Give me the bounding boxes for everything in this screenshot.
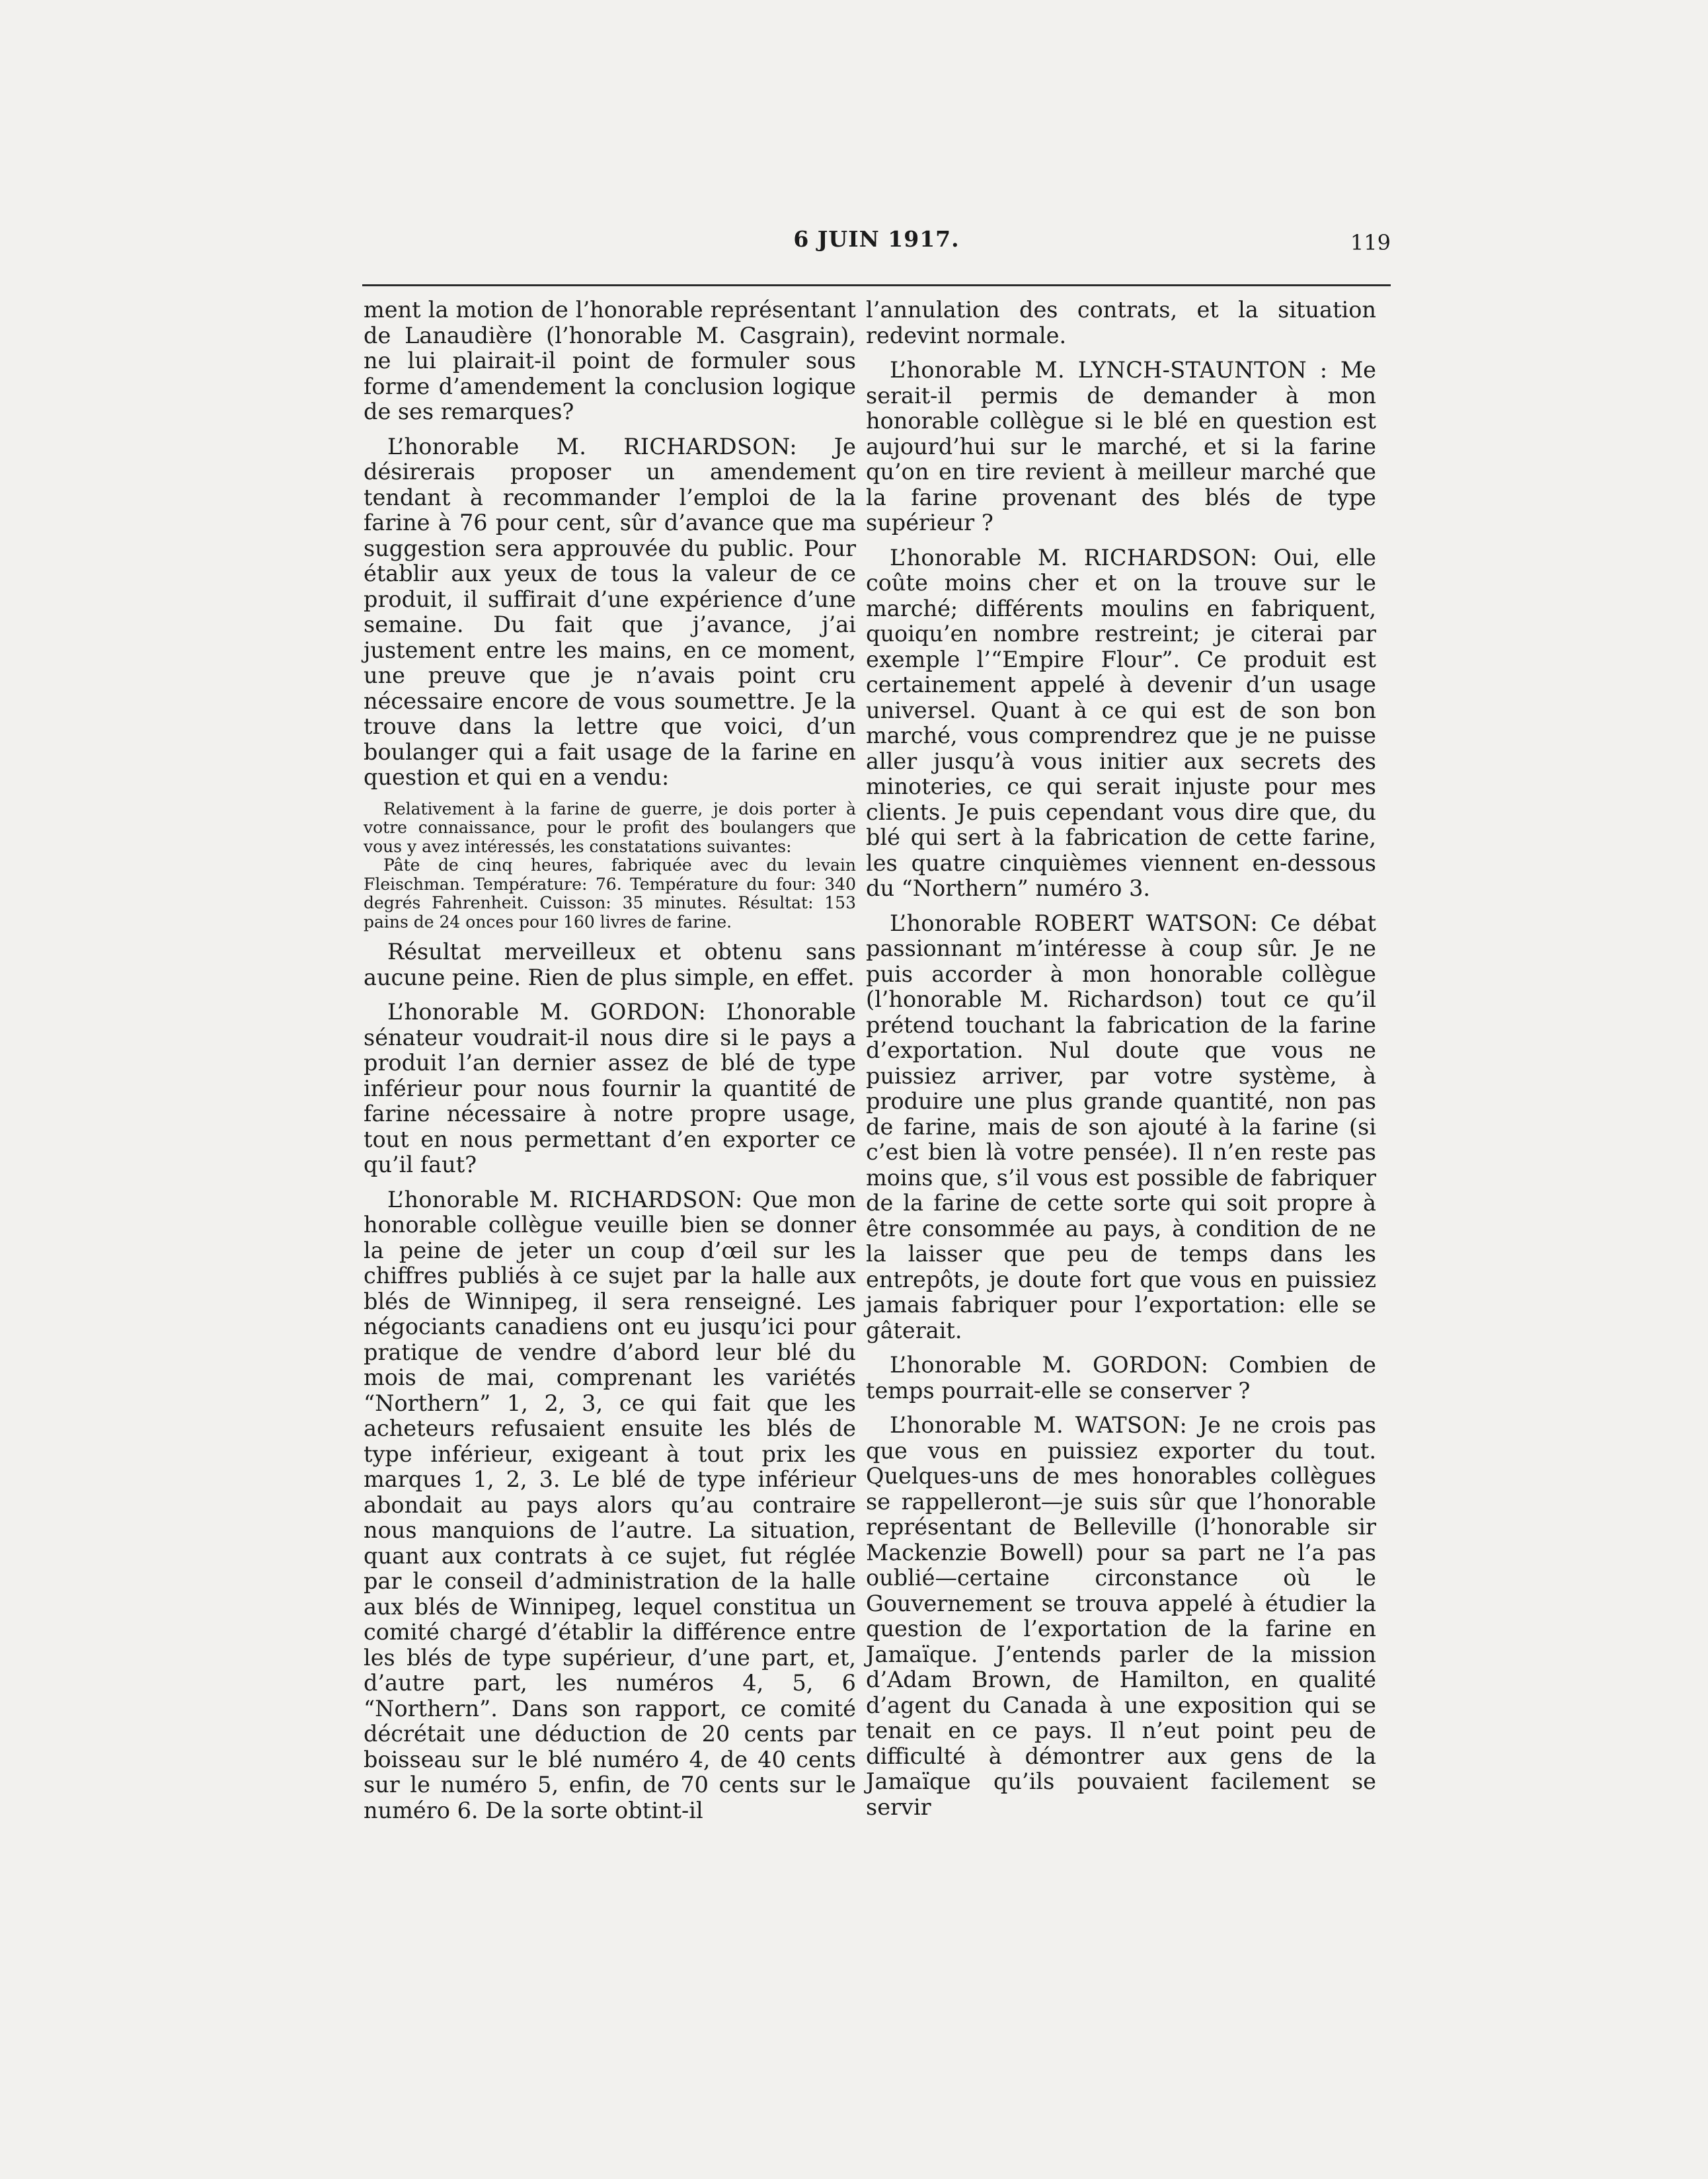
left-column: [364, 297, 856, 1833]
speaker-name: L’honorable M. GORDON:: [890, 1352, 1209, 1378]
quote-paragraph: Relativement à la farine de guerre, je dois porter à votre connaissance, pour le profit des boulangers que vous y avez intéressés, les constatations suivantes:: [364, 799, 856, 856]
speaker-name: L’honorable M. RICHARDSON:: [387, 433, 797, 459]
paragraph: ment la motion de l’honorable représentant de Lanaudière (l’honorable M. Casgrain), ne lui plairait-il point de formuler sous forme d’amendement la conclusion logique de ses remarques?: [364, 297, 856, 424]
speech-paragraph: [866, 358, 1376, 536]
page-number: 119: [1350, 230, 1391, 255]
speech-paragraph: [866, 911, 1376, 1344]
speech-text: L’honorable sénateur voudrait-il nous dire si le pays a produit l’an dernier assez de blé de type inférieur pour nous fournir la quantité de farine nécessaire à notre propre usage, tout en nous permettant d’en exporter ce qu’il faut?: [364, 999, 856, 1177]
speaker-name: L’honorable M. WATSON:: [890, 1412, 1188, 1438]
speech-paragraph: [364, 1000, 856, 1178]
speaker-name: L’honorable ROBERT WATSON:: [890, 910, 1259, 936]
paragraph: Résultat merveilleux et obtenu sans aucune peine. Rien de plus simple, en effet.: [364, 939, 856, 990]
speaker-name: L’honorable M. LYNCH-STAUNTON :: [890, 357, 1328, 383]
speech-paragraph: [866, 545, 1376, 902]
speaker-name: L’honorable M. GORDON:: [387, 999, 707, 1025]
speech-paragraph: [866, 1353, 1376, 1404]
speech-text: Ce débat passionnant m’intéresse à coup sûr. Je ne puis accorder à mon honorable collègue (l’honorable M. Richardson) tout ce qu’il prétend touchant la fabrication de la farine d’exportation. Nul doute que vous ne puissiez arriver, par votre système, à produire une plus grande quantité, non pas de farine, mais de son ajouté à la farine (si c’est bien là votre pensée). Il n’en reste pas moins que, s’il vous est possible de fabriquer de la farine de cette sorte qui soit propre à être consommée au pays, à condition de ne la laisser que peu de temps dans les entrepôts, je doute fort que vous en puissiez jamais fabriquer pour l’exportation: elle se gâterait.: [866, 910, 1376, 1343]
speech-paragraph: [364, 1187, 856, 1824]
paragraph: l’annulation des contrats, et la situation redevint normale.: [866, 297, 1376, 348]
header-rule: [362, 284, 1391, 286]
speech-text: Oui, elle coûte moins cher et on la trouve sur le marché; différents moulins en fabriquent, quoiqu’en nombre restreint; je citerai par exemple l’“Empire Flour”. Ce produit est certainement appelé à devenir d’un usage universel. Quant à ce qui est de son bon marché, vous comprendrez que je ne puisse aller jusqu’à vous initier aux secrets des minoteries, ce qui serait injuste pour mes clients. Je puis cependant vous dire que, du blé qui sert à la fabrication de cette farine, les quatre cinquièmes viennent en-dessous du “Northern” numéro 3.: [866, 544, 1377, 901]
speech-text: Que mon honorable collègue veuille bien se donner la peine de jeter un coup d’œil sur les chiffres publiés à ce sujet par la halle aux blés de Winnipeg, il sera renseigné. Les négociants canadiens ont eu jusqu’ici pour pratique de vendre d’abord leur blé du mois de mai, comprenant les variétés “Northern” 1, 2, 3, ce qui fait que les acheteurs refusaient ensuite les blés de type inférieur, exigeant à tout prix les marques 1, 2, 3. Le blé de type inférieur abondait au pays alors qu’au contraire nous manquions de l’autre. La situation, quant aux contrats à ce sujet, fut réglée par le conseil d’administration de la halle aux blés de Winnipeg, lequel constitua un comité chargé d’établir la différence entre les blés de type supérieur, d’une part, et, d’autre part, les numéros 4, 5, 6 “Northern”. Dans son rapport, ce comité décrétait une déduction de 20 cents par boisseau sur le blé numéro 4, de 40 cents sur le numéro 5, enfin, de 70 cents sur le numéro 6. De la sorte obtint-il: [364, 1186, 856, 1823]
speaker-name: L’honorable M. RICHARDSON:: [387, 1186, 743, 1212]
page-header: [362, 226, 1391, 258]
header-date: 6 JUIN 1917.: [793, 226, 960, 252]
right-column: [866, 297, 1376, 1829]
speech-paragraph: [364, 434, 856, 791]
speech-text: Je désirerais proposer un amendement tendant à recommander l’emploi de la farine à 76 pour cent, sûr d’avance que ma suggestion sera approuvée du public. Pour établir aux yeux de tous la valeur de ce produit, il suffirait d’une expérience d’une semaine. Du fait que j’avance, j’ai justement entre les mains, en ce moment, une preuve que je n’avais point cru nécessaire encore de vous soumettre. Je la trouve dans la lettre que voici, d’un boulanger qui a fait usage de la farine en question et qui en a vendu:: [364, 433, 856, 790]
quoted-letter: [364, 800, 856, 932]
quote-paragraph: Pâte de cinq heures, fabriquée avec du levain Fleischman. Température: 76. Température du four: 340 degrés Fahrenheit. Cuisson: 35 minutes. Résultat: 153 pains de 24 onces pour 160 livres de farine.: [364, 855, 856, 931]
speech-paragraph: [866, 1413, 1376, 1820]
speaker-name: L’honorable M. RICHARDSON:: [890, 544, 1258, 571]
speech-text: Combien de temps pourrait-elle se conserver ?: [866, 1352, 1376, 1404]
speech-text: Me serait-il permis de demander à mon honorable collègue si le blé en question est aujourd’hui sur le marché, et si la farine qu’on en tire revient à meilleur marché que la farine provenant des blés de type supérieur ?: [866, 357, 1376, 535]
speech-text: Je ne crois pas que vous en puissiez exporter du tout. Quelques-uns de mes honorables collègues se rappelleront—je suis sûr que l’honorable représentant de Belleville (l’honorable sir Mackenzie Bowell) pour sa part ne l’a pas oublié—certaine circonstance où le Gouvernement se trouva appelé à étudier la question de l’exportation de la farine en Jamaïque. J’entends parler de la mission d’Adam Brown, de Hamilton, en qualité d’agent du Canada à une exposition qui se tenait en ce pays. Il n’eut point peu de difficulté à démontrer aux gens de la Jamaïque qu’ils pouvaient facilement se servir: [866, 1412, 1376, 1820]
